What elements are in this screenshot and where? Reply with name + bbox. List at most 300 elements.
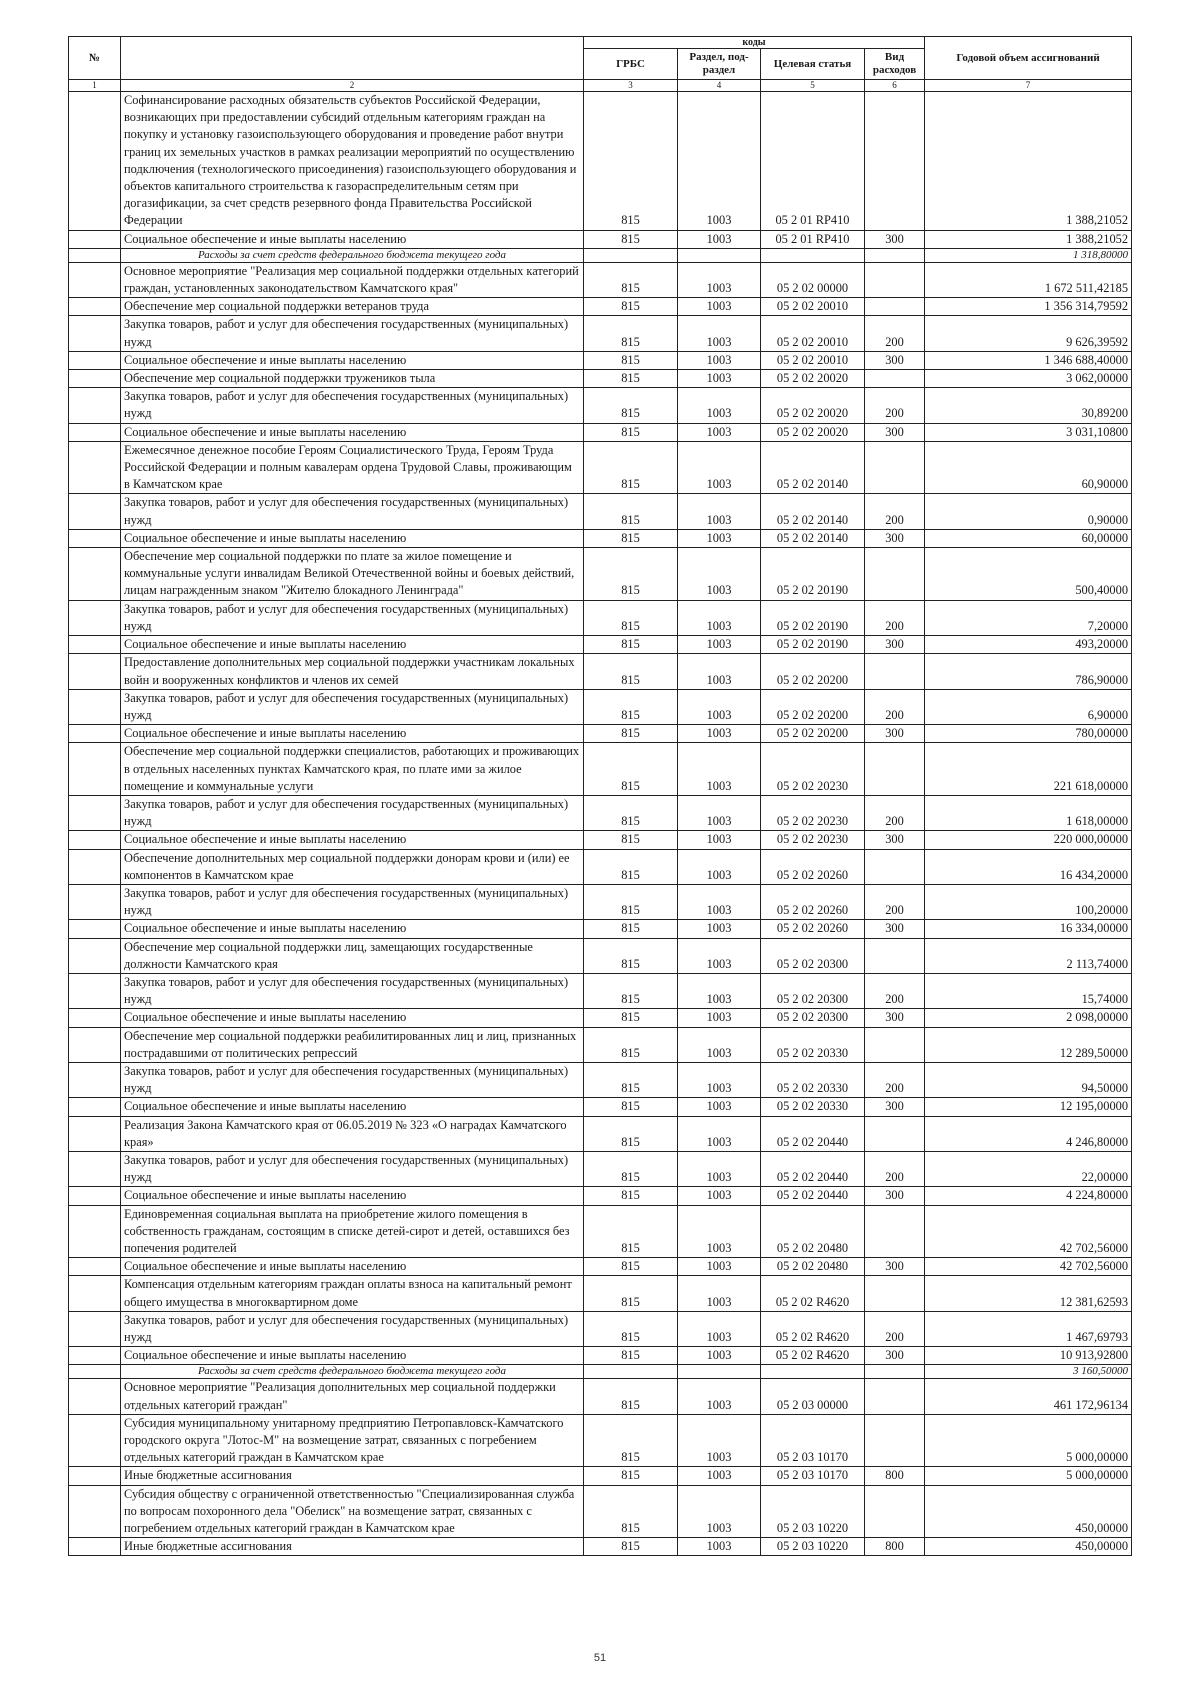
row-amount-cell: 450,00000 [925,1538,1132,1556]
table-header [69,37,1132,92]
table-row [69,884,1132,919]
row-grbs-cell: 815 [584,938,678,973]
table-row [69,1116,1132,1151]
row-description-cell: Обеспечение мер социальной поддержки лиц, замещающих государственные должности Камчатского края [121,938,584,973]
row-grbs-cell: 815 [584,1485,678,1538]
row-amount-cell: 3 160,50000 [925,1365,1132,1379]
row-grbs-cell: 815 [584,548,678,601]
row-description-cell: Социальное обеспечение и иные выплаты населению [121,1187,584,1205]
row-target-cell: 05 2 01 RP410 [761,230,865,248]
table-row [69,92,1132,231]
row-target-cell: 05 2 02 20190 [761,548,865,601]
row-amount-cell: 16 434,20000 [925,849,1132,884]
row-target-cell: 05 2 02 20010 [761,351,865,369]
row-amount-cell: 786,90000 [925,654,1132,689]
row-vid-cell [865,743,925,796]
row-razdel-cell: 1003 [678,1151,761,1186]
row-number-cell [69,654,121,689]
row-description-cell: Социальное обеспечение и иные выплаты населению [121,636,584,654]
row-razdel-cell [678,1365,761,1379]
row-razdel-cell: 1003 [678,1027,761,1062]
row-razdel-cell: 1003 [678,654,761,689]
table-row [69,548,1132,601]
row-grbs-cell: 815 [584,1311,678,1346]
table-row [69,1538,1132,1556]
row-vid-cell [865,1485,925,1538]
row-number-cell [69,1009,121,1027]
row-vid-cell [865,1379,925,1414]
row-target-cell: 05 2 02 20300 [761,938,865,973]
table-row [69,388,1132,423]
row-grbs-cell: 815 [584,1062,678,1097]
row-number-cell [69,1098,121,1116]
row-grbs-cell: 815 [584,725,678,743]
row-description-cell: Расходы за счет средств федерального бюджета текущего года [121,248,584,262]
row-grbs-cell: 815 [584,441,678,494]
row-amount-cell: 7,20000 [925,600,1132,635]
table-row [69,1311,1132,1346]
header-num: № [69,37,121,80]
row-amount-cell: 220 000,00000 [925,831,1132,849]
row-grbs-cell: 815 [584,388,678,423]
row-grbs-cell: 815 [584,1187,678,1205]
colnum-4: 4 [678,80,761,92]
row-vid-cell: 200 [865,973,925,1008]
row-description-cell: Обеспечение мер социальной поддержки тружеников тыла [121,370,584,388]
table-row [69,230,1132,248]
row-target-cell: 05 2 03 10170 [761,1414,865,1467]
row-razdel-cell: 1003 [678,316,761,351]
row-amount-cell: 493,20000 [925,636,1132,654]
table-row [69,370,1132,388]
row-description-cell: Социальное обеспечение и иные выплаты населению [121,1347,584,1365]
row-vid-cell: 800 [865,1538,925,1556]
row-razdel-cell: 1003 [678,441,761,494]
row-target-cell: 05 2 02 20330 [761,1062,865,1097]
row-amount-cell: 500,40000 [925,548,1132,601]
row-target-cell: 05 2 02 20300 [761,1009,865,1027]
row-description-cell: Закупка товаров, работ и услуг для обеспечения государственных (муниципальных) нужд [121,600,584,635]
table-row [69,1258,1132,1276]
table-row [69,743,1132,796]
row-razdel-cell: 1003 [678,494,761,529]
row-description-cell: Закупка товаров, работ и услуг для обеспечения государственных (муниципальных) нужд [121,795,584,830]
row-description-cell: Закупка товаров, работ и услуг для обеспечения государственных (муниципальных) нужд [121,1062,584,1097]
row-number-cell [69,316,121,351]
row-grbs-cell: 815 [584,1098,678,1116]
row-description-cell: Обеспечение мер социальной поддержки специалистов, работающих и проживающих в отдельных населенных пунктах Камчатского края, по плате ими за жилое помещение и коммунальные услуги [121,743,584,796]
row-grbs-cell: 815 [584,884,678,919]
row-razdel-cell: 1003 [678,351,761,369]
row-vid-cell: 300 [865,230,925,248]
row-vid-cell [865,298,925,316]
row-amount-cell: 5 000,00000 [925,1467,1132,1485]
table-row [69,1485,1132,1538]
colnum-7: 7 [925,80,1132,92]
table-row [69,1205,1132,1258]
row-razdel-cell: 1003 [678,1485,761,1538]
row-grbs-cell: 815 [584,1027,678,1062]
header-name [121,37,584,80]
row-target-cell: 05 2 02 20190 [761,636,865,654]
row-description-cell: Иные бюджетные ассигнования [121,1467,584,1485]
row-razdel-cell: 1003 [678,388,761,423]
row-grbs-cell: 815 [584,1347,678,1365]
row-amount-cell: 60,00000 [925,529,1132,547]
row-number-cell [69,298,121,316]
row-razdel-cell: 1003 [678,548,761,601]
row-description-cell: Социальное обеспечение и иные выплаты населению [121,423,584,441]
row-amount-cell: 10 913,92800 [925,1347,1132,1365]
row-description-cell: Закупка товаров, работ и услуг для обеспечения государственных (муниципальных) нужд [121,1151,584,1186]
row-description-cell: Основное мероприятие "Реализация мер социальной поддержки отдельных категорий граждан, установленных законодательством Камчатского края" [121,262,584,297]
row-grbs-cell: 815 [584,795,678,830]
table-row [69,494,1132,529]
row-razdel-cell: 1003 [678,743,761,796]
table-row [69,441,1132,494]
row-target-cell: 05 2 03 10220 [761,1538,865,1556]
row-razdel-cell: 1003 [678,262,761,297]
colnum-2: 2 [121,80,584,92]
row-razdel-cell: 1003 [678,1467,761,1485]
row-razdel-cell: 1003 [678,1098,761,1116]
row-vid-cell [865,370,925,388]
row-target-cell: 05 2 02 20200 [761,689,865,724]
row-description-cell: Реализация Закона Камчатского края от 06.05.2019 № 323 «О наградах Камчатского края» [121,1116,584,1151]
row-number-cell [69,1347,121,1365]
row-grbs-cell [584,248,678,262]
row-vid-cell [865,849,925,884]
row-number-cell [69,1311,121,1346]
row-target-cell: 05 2 02 20020 [761,388,865,423]
row-amount-cell: 6,90000 [925,689,1132,724]
header-razdel: Раздел, под-раздел [678,49,761,80]
row-description-cell: Социальное обеспечение и иные выплаты населению [121,230,584,248]
row-target-cell: 05 2 02 20190 [761,600,865,635]
row-amount-cell: 450,00000 [925,1485,1132,1538]
row-grbs-cell: 815 [584,600,678,635]
row-number-cell [69,1538,121,1556]
row-razdel-cell: 1003 [678,795,761,830]
row-amount-cell: 22,00000 [925,1151,1132,1186]
row-target-cell: 05 2 02 20230 [761,831,865,849]
row-amount-cell: 15,74000 [925,973,1132,1008]
row-vid-cell: 200 [865,316,925,351]
row-amount-cell: 9 626,39592 [925,316,1132,351]
row-description-cell: Социальное обеспечение и иные выплаты населению [121,831,584,849]
colnum-1: 1 [69,80,121,92]
row-target-cell: 05 2 02 R4620 [761,1347,865,1365]
row-vid-cell [865,1414,925,1467]
row-vid-cell: 800 [865,1467,925,1485]
row-grbs-cell: 815 [584,849,678,884]
row-grbs-cell [584,1365,678,1379]
row-description-cell: Компенсация отдельным категориям граждан оплаты взноса на капитальный ремонт общего имущества в многоквартирном доме [121,1276,584,1311]
row-number-cell [69,938,121,973]
row-target-cell: 05 2 02 20440 [761,1116,865,1151]
row-amount-cell: 1 356 314,79592 [925,298,1132,316]
row-description-cell: Обеспечение дополнительных мер социальной поддержки донорам крови и (или) ее компонентов в Камчатском крае [121,849,584,884]
header-codes: коды [584,37,925,49]
row-number-cell [69,351,121,369]
table-row [69,298,1132,316]
row-grbs-cell: 815 [584,1414,678,1467]
row-grbs-cell: 815 [584,1151,678,1186]
row-target-cell: 05 2 02 20330 [761,1027,865,1062]
table-row [69,831,1132,849]
row-target-cell: 05 2 02 20440 [761,1187,865,1205]
row-razdel-cell: 1003 [678,1205,761,1258]
row-grbs-cell: 815 [584,423,678,441]
row-razdel-cell: 1003 [678,92,761,231]
row-vid-cell: 200 [865,494,925,529]
row-number-cell [69,1365,121,1379]
row-grbs-cell: 815 [584,230,678,248]
row-vid-cell [865,1116,925,1151]
table-row [69,725,1132,743]
row-vid-cell: 200 [865,1151,925,1186]
row-description-cell: Обеспечение мер социальной поддержки ветеранов труда [121,298,584,316]
row-description-cell: Социальное обеспечение и иные выплаты населению [121,1258,584,1276]
row-amount-cell: 1 618,00000 [925,795,1132,830]
row-grbs-cell: 815 [584,973,678,1008]
row-grbs-cell: 815 [584,1276,678,1311]
row-number-cell [69,1379,121,1414]
row-razdel-cell: 1003 [678,1414,761,1467]
row-grbs-cell: 815 [584,1379,678,1414]
row-razdel-cell: 1003 [678,1187,761,1205]
row-razdel-cell: 1003 [678,370,761,388]
row-number-cell [69,1467,121,1485]
row-number-cell [69,441,121,494]
row-amount-cell: 780,00000 [925,725,1132,743]
row-description-cell: Закупка товаров, работ и услуг для обеспечения государственных (муниципальных) нужд [121,1311,584,1346]
row-vid-cell: 300 [865,1258,925,1276]
row-razdel-cell: 1003 [678,1379,761,1414]
row-razdel-cell: 1003 [678,725,761,743]
row-target-cell: 05 2 02 20440 [761,1151,865,1186]
table-note-row [69,248,1132,262]
row-amount-cell: 30,89200 [925,388,1132,423]
row-description-cell: Закупка товаров, работ и услуг для обеспечения государственных (муниципальных) нужд [121,884,584,919]
row-description-cell: Социальное обеспечение и иные выплаты населению [121,725,584,743]
row-vid-cell: 200 [865,1311,925,1346]
row-target-cell: 05 2 02 20300 [761,973,865,1008]
row-razdel-cell: 1003 [678,689,761,724]
row-razdel-cell: 1003 [678,1538,761,1556]
row-target-cell: 05 2 02 20140 [761,494,865,529]
table-row [69,351,1132,369]
row-razdel-cell: 1003 [678,529,761,547]
row-razdel-cell: 1003 [678,230,761,248]
row-razdel-cell: 1003 [678,973,761,1008]
row-number-cell [69,795,121,830]
row-target-cell: 05 2 02 20200 [761,725,865,743]
colnum-6: 6 [865,80,925,92]
row-amount-cell: 1 346 688,40000 [925,351,1132,369]
row-razdel-cell: 1003 [678,1116,761,1151]
row-description-cell: Социальное обеспечение и иные выплаты населению [121,920,584,938]
row-grbs-cell: 815 [584,636,678,654]
row-vid-cell [865,1276,925,1311]
row-razdel-cell: 1003 [678,884,761,919]
row-amount-cell: 12 289,50000 [925,1027,1132,1062]
row-razdel-cell: 1003 [678,920,761,938]
row-description-cell: Ежемесячное денежное пособие Героям Социалистического Труда, Героям Труда Российской Федерации и полным кавалерам ордена Трудовой Славы, проживающим в Камчатском крае [121,441,584,494]
row-vid-cell: 300 [865,1098,925,1116]
table-row [69,529,1132,547]
row-number-cell [69,1414,121,1467]
table-row [69,1062,1132,1097]
row-target-cell: 05 2 03 10220 [761,1485,865,1538]
row-description-cell: Обеспечение мер социальной поддержки по плате за жилое помещение и коммунальные услуги инвалидам Великой Отечественной войны и боевых действий, лицам награжденным знаком "Жителю блокадного Ленинграда" [121,548,584,601]
table-row [69,920,1132,938]
row-target-cell: 05 2 02 20230 [761,795,865,830]
row-description-cell: Субсидия обществу с ограниченной ответственностью "Специализированная служба по вопросам похоронного дела "Обелиск" на возмещение затрат, связанных с погребением отдельных категорий граждан в Камчатском крае [121,1485,584,1538]
header-grbs: ГРБС [584,49,678,80]
header-column-numbers [69,80,1132,92]
row-description-cell: Закупка товаров, работ и услуг для обеспечения государственных (муниципальных) нужд [121,689,584,724]
row-number-cell [69,1027,121,1062]
row-amount-cell: 1 388,21052 [925,92,1132,231]
row-target-cell: 05 2 02 20010 [761,316,865,351]
row-number-cell [69,494,121,529]
row-vid-cell: 300 [865,1187,925,1205]
row-number-cell [69,370,121,388]
row-vid-cell [865,441,925,494]
table-row [69,262,1132,297]
row-vid-cell: 200 [865,689,925,724]
row-target-cell: 05 2 01 RP410 [761,92,865,231]
row-grbs-cell: 815 [584,316,678,351]
row-amount-cell: 1 467,69793 [925,1311,1132,1346]
row-target-cell: 05 2 02 20260 [761,884,865,919]
row-description-cell: Обеспечение мер социальной поддержки реабилитированных лиц и лиц, признанных пострадавшими от политических репрессий [121,1027,584,1062]
row-vid-cell: 300 [865,831,925,849]
row-grbs-cell: 815 [584,654,678,689]
row-number-cell [69,248,121,262]
row-vid-cell [865,1365,925,1379]
row-razdel-cell: 1003 [678,1311,761,1346]
row-target-cell: 05 2 02 20140 [761,529,865,547]
header-target: Целевая статья [761,49,865,80]
row-description-cell: Социальное обеспечение и иные выплаты населению [121,351,584,369]
row-target-cell: 05 2 02 20480 [761,1205,865,1258]
row-description-cell: Закупка товаров, работ и услуг для обеспечения государственных (муниципальных) нужд [121,973,584,1008]
row-vid-cell [865,248,925,262]
row-target-cell: 05 2 02 00000 [761,262,865,297]
row-amount-cell: 1 318,80000 [925,248,1132,262]
row-grbs-cell: 815 [584,1538,678,1556]
row-razdel-cell [678,248,761,262]
row-amount-cell: 12 195,00000 [925,1098,1132,1116]
row-vid-cell [865,92,925,231]
table-note-row [69,1365,1132,1379]
document-page [68,36,1131,1556]
row-number-cell [69,1205,121,1258]
row-grbs-cell: 815 [584,1009,678,1027]
row-number-cell [69,884,121,919]
row-description-cell: Закупка товаров, работ и услуг для обеспечения государственных (муниципальных) нужд [121,388,584,423]
table-row [69,1347,1132,1365]
row-number-cell [69,92,121,231]
row-grbs-cell: 815 [584,262,678,297]
colnum-5: 5 [761,80,865,92]
table-row [69,938,1132,973]
row-number-cell [69,1116,121,1151]
row-target-cell: 05 2 02 20480 [761,1258,865,1276]
row-grbs-cell: 815 [584,831,678,849]
row-target-cell: 05 2 02 20260 [761,849,865,884]
row-description-cell: Софинансирование расходных обязательств субъектов Российской Федерации, возникающих при предоставлении субсидий отдельным категориям граждан на покупку и установку газоиспользующего оборудования и проведение работ внутри границ их земельных участков в рамках реализации мероприятий по осуществлению подключения (технологического присоединения) газоиспользующего оборудования и объектов капитального строительства к газораспределительным сетям при догазификации, за счет средств резервного фонда Правительства Российской Федерации [121,92,584,231]
row-amount-cell: 4 224,80000 [925,1187,1132,1205]
header-vid: Вид расходов [865,49,925,80]
row-number-cell [69,388,121,423]
row-number-cell [69,1187,121,1205]
table-row [69,795,1132,830]
row-number-cell [69,743,121,796]
row-description-cell: Закупка товаров, работ и услуг для обеспечения государственных (муниципальных) нужд [121,316,584,351]
row-target-cell: 05 2 02 R4620 [761,1276,865,1311]
row-grbs-cell: 815 [584,1467,678,1485]
table-row [69,316,1132,351]
row-amount-cell: 2 098,00000 [925,1009,1132,1027]
row-grbs-cell: 815 [584,743,678,796]
row-razdel-cell: 1003 [678,1258,761,1276]
row-amount-cell: 1 672 511,42185 [925,262,1132,297]
row-vid-cell: 300 [865,1347,925,1365]
row-amount-cell: 221 618,00000 [925,743,1132,796]
row-vid-cell: 300 [865,529,925,547]
row-target-cell: 05 2 02 20230 [761,743,865,796]
row-target-cell: 05 2 02 20010 [761,298,865,316]
row-description-cell: Закупка товаров, работ и услуг для обеспечения государственных (муниципальных) нужд [121,494,584,529]
row-grbs-cell: 815 [584,494,678,529]
table-row [69,1151,1132,1186]
row-amount-cell: 1 388,21052 [925,230,1132,248]
row-amount-cell: 100,20000 [925,884,1132,919]
row-vid-cell [865,938,925,973]
row-target-cell [761,1365,865,1379]
table-row [69,689,1132,724]
row-vid-cell: 200 [865,795,925,830]
row-number-cell [69,831,121,849]
row-grbs-cell: 815 [584,529,678,547]
row-grbs-cell: 815 [584,920,678,938]
row-target-cell: 05 2 03 10170 [761,1467,865,1485]
row-vid-cell [865,654,925,689]
table-row [69,1009,1132,1027]
row-razdel-cell: 1003 [678,938,761,973]
row-amount-cell: 4 246,80000 [925,1116,1132,1151]
row-number-cell [69,1258,121,1276]
row-razdel-cell: 1003 [678,1009,761,1027]
row-amount-cell: 0,90000 [925,494,1132,529]
row-number-cell [69,529,121,547]
row-vid-cell: 200 [865,600,925,635]
row-razdel-cell: 1003 [678,636,761,654]
page-number: 51 [593,1652,607,1664]
row-number-cell [69,636,121,654]
row-description-cell: Предоставление дополнительных мер социальной поддержки участникам локальных войн и вооруженных конфликтов и членов их семей [121,654,584,689]
row-description-cell: Субсидия муниципальному унитарному предприятию Петропавловск-Камчатского городского округа "Лотос-М" на возмещение затрат, связанных с погребением отдельных категорий граждан в Камчатском крае [121,1414,584,1467]
row-grbs-cell: 815 [584,1258,678,1276]
row-number-cell [69,1151,121,1186]
table-row [69,654,1132,689]
row-amount-cell: 16 334,00000 [925,920,1132,938]
header-amount: Годовой объем ассигнований [925,37,1132,80]
row-target-cell: 05 2 02 20200 [761,654,865,689]
